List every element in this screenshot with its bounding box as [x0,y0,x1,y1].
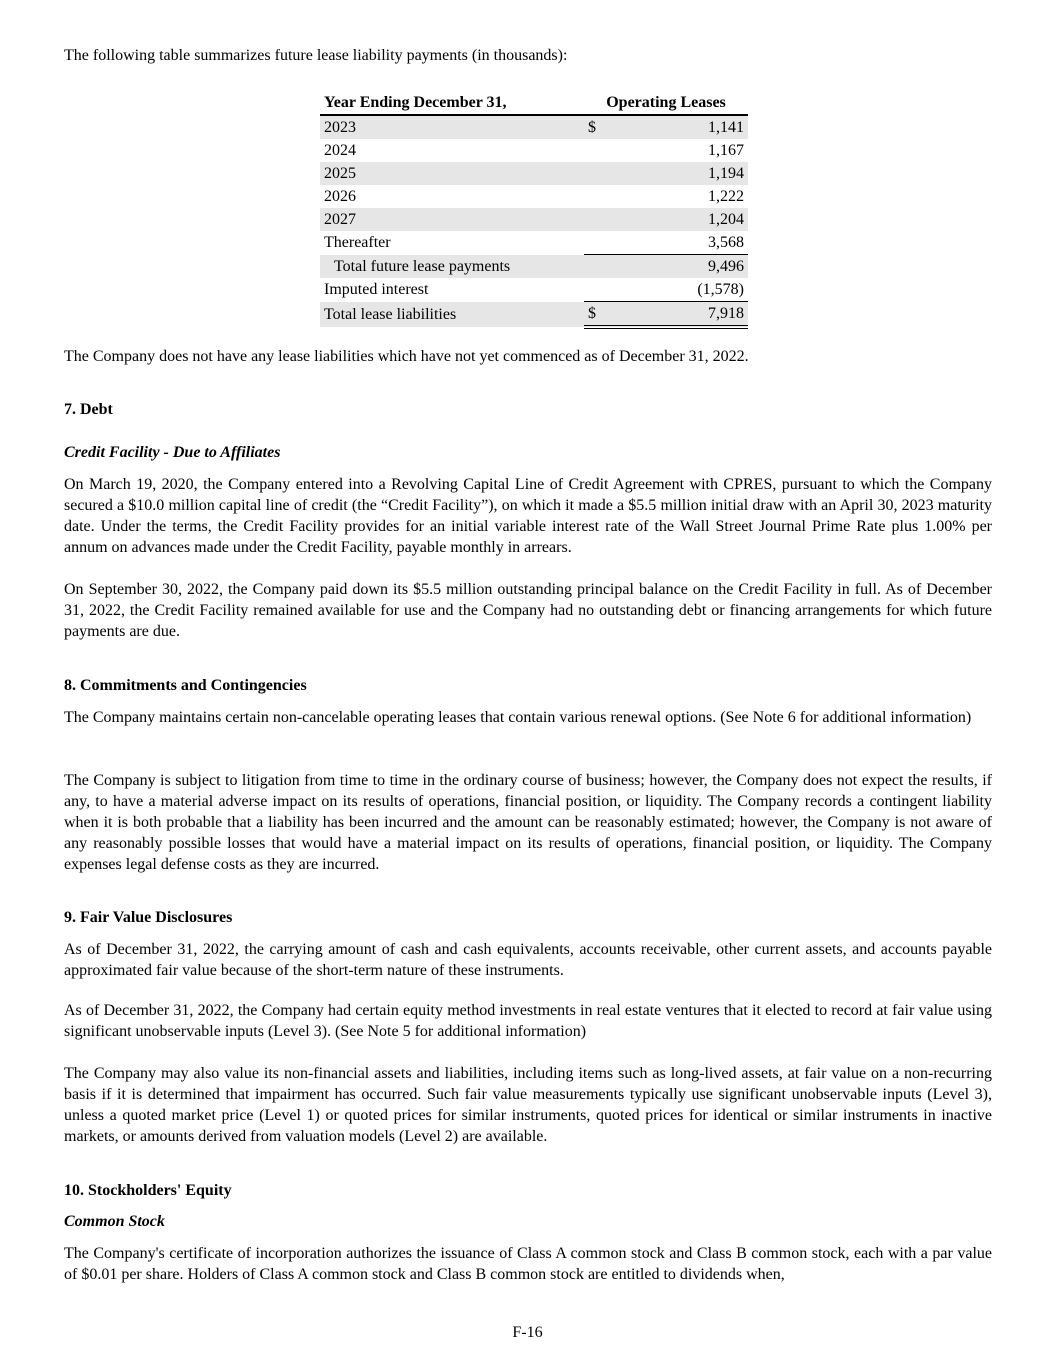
row-label: 2027 [320,208,584,231]
col-year-header: Year Ending December 31, [320,90,584,115]
col-operating-leases-header: Operating Leases [584,90,748,115]
common-stock-subheading: Common Stock [64,1213,165,1230]
table-row [320,162,748,185]
row-value: 1,204 [606,208,748,231]
commitments-heading: 8. Commitments and Contingencies [64,677,307,694]
debt-heading: 7. Debt [64,401,113,418]
row-currency [584,231,606,255]
table-row [320,231,748,255]
table-intro: The following table summarizes future lease liability payments (in thousands): [64,47,568,64]
after-table-text: The Company does not have any lease liabilities which have not yet commenced as of December 31, 2022. [64,348,749,365]
debt-paragraph-2: On September 30, 2022, the Company paid down its $5.5 million outstanding principal balance on the Credit Facility in full. As of December 31, 2022, the Credit Facility remained available for use and the Company had no outstanding debt or financing arrangements for which future payments are due. [64,581,992,640]
row-currency [584,278,606,302]
table-row [320,139,748,162]
fair-value-paragraph-2: As of December 31, 2022, the Company had certain equity method investments in real estate ventures that it elected to record at fair value using significant unobservable inputs (Level 3). (See Note 5 for additional information) [64,1002,992,1040]
row-label: 2025 [320,162,584,185]
row-label: 2026 [324,188,356,205]
table-row [320,278,748,302]
equity-heading: 10. Stockholders' Equity [64,1182,232,1199]
row-value: 1,141 [606,115,748,139]
row-currency [584,139,606,162]
table-row [320,185,748,208]
table-header-row [320,90,748,115]
equity-paragraph-1: The Company's certificate of incorporation authorizes the issuance of Class A common stock and Class B common stock, each with a par value of $0.01 per share. Holders of Class A common stock and Class B common stock are entitled to dividends when, [64,1245,992,1283]
row-currency [584,185,606,208]
row-currency [584,255,606,279]
row-value: 9,496 [606,255,748,279]
row-label: Thereafter [324,234,391,252]
debt-paragraph-1: On March 19, 2020, the Company entered into a Revolving Capital Line of Credit Agreement with CPRES, pursuant to which the Company secured a $10.0 million capital line of credit (the “Credit Facility”), on which it made a $5.5 million initial draw with an April 30, 2023 maturity date. Under the terms, the Credit Facility provides for an initial variable interest rate of the Wall Street Journal Prime Rate plus 1.00% per annum on advances made under the Credit Facility, payable monthly in arrears. [64,476,992,556]
row-value: 3,568 [708,234,744,251]
row-label: Total future lease payments [320,255,584,279]
table-subtotal-row [320,255,748,279]
row-value: 7,918 [606,302,748,328]
row-label: Imputed interest [324,281,429,299]
row-label: 2024 [324,142,356,159]
page-number: F-16 [512,1324,543,1341]
table-row [320,208,748,231]
row-value: 1,167 [708,142,744,159]
row-value: 1,194 [606,162,748,185]
row-label: 2023 [320,115,584,139]
row-currency: $ [584,115,606,139]
credit-facility-subheading: Credit Facility - Due to Affiliates [64,444,281,461]
fair-value-heading: 9. Fair Value Disclosures [64,909,233,926]
row-currency: $ [584,302,606,328]
row-label: Total lease liabilities [320,302,584,328]
row-currency [584,208,606,231]
table-row [320,115,748,139]
row-currency [584,162,606,185]
commitments-paragraph-1: The Company maintains certain non-cancelable operating leases that contain various renewal options. (See Note 6 for additional information) [64,709,972,726]
commitments-paragraph-2: The Company is subject to litigation from time to time in the ordinary course of business; however, the Company does not expect the results, if any, to have a material adverse impact on its results of operations, financial position, or liquidity. The Company records a contingent liability when it is both probable that a liability has been incurred and the amount can be reasonably estimated; however, the Company is not aware of any reasonably possible losses that would have a material impact on its results of operations, financial position, or liquidity. The Company expenses legal defense costs as they are incurred. [64,772,992,873]
fair-value-paragraph-1: As of December 31, 2022, the carrying amount of cash and cash equivalents, accounts receivable, other current assets, and accounts payable approximated fair value because of the short-term nature of these instruments. [64,941,992,979]
lease-payments-table [320,90,748,329]
row-value: 1,222 [708,188,744,205]
table-total-row [320,302,748,328]
fair-value-paragraph-3: The Company may also value its non-financial assets and liabilities, including items such as long-lived assets, at fair value on a non-recurring basis if it is determined that impairment has occurred. Such fair value measurements typically use significant unobservable inputs (Level 3), unless a quoted market price (Level 1) or quoted prices for similar instruments, quoted prices for identical or similar instruments in inactive markets, or amounts derived from valuation models (Level 2) are available. [64,1065,992,1145]
row-value: (1,578) [697,281,744,298]
